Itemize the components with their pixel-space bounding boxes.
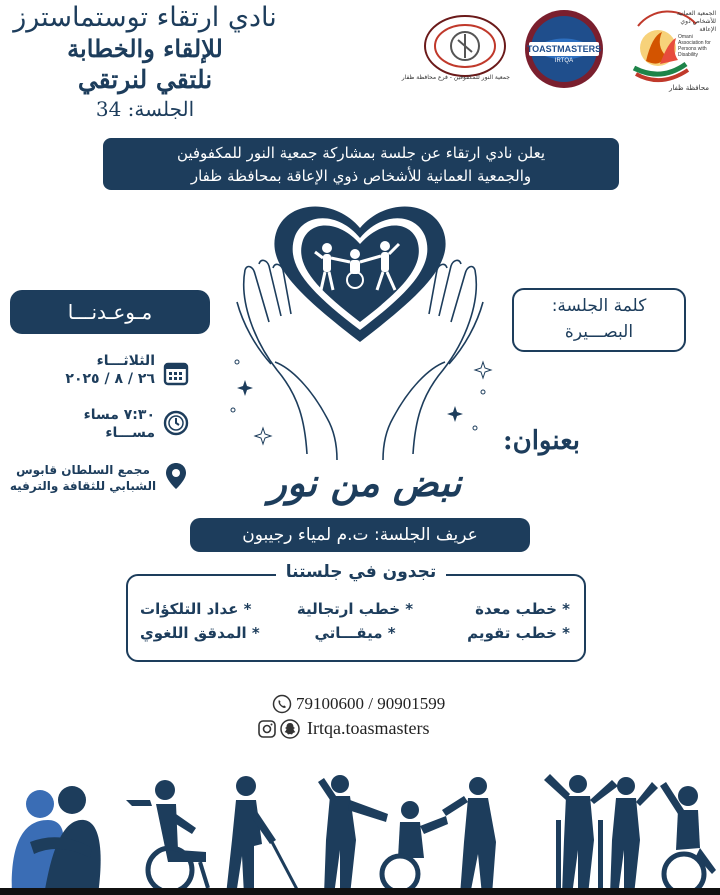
toastmasters-sub: IRTQA [554, 58, 574, 64]
appointment-date-block [40, 352, 155, 388]
appointment-venue-block [8, 462, 158, 494]
agenda-item: * خطب ارتجالية [296, 600, 414, 618]
omani-association-region: محافظة ظفار [668, 84, 710, 92]
announcement-line2: والجمعية العمانية للأشخاص ذوي الإعاقة بمحافظة ظفار [190, 167, 532, 185]
announcement-banner [103, 138, 619, 190]
clock-icon [163, 410, 189, 436]
keyword-label: كلمة الجلسة: [551, 296, 647, 316]
appointment-heading: مـوعـدنـــا [10, 290, 210, 334]
agenda-item: * خطب تقويم [467, 624, 570, 642]
appointment-time-block [60, 406, 155, 442]
omani-association-name: الجمعية العمانية للأشخاص ذوي الإعاقة [676, 10, 716, 33]
toastmasters-logo [523, 8, 605, 90]
agenda-item: * خطب معدة [475, 600, 570, 618]
phone-icon [272, 694, 292, 714]
contact-phones: 79100600 / 90901599 [296, 694, 446, 713]
club-title [10, 2, 280, 122]
club-title-line2: للإلقاء والخطابة [67, 34, 223, 63]
alnoor-logo-caption: جمعية النور للمكفوفين - فرع محافظة ظفار [401, 74, 510, 81]
appointment-venue-line1: مجمع السلطان قابوس [16, 463, 150, 477]
calendar-icon [163, 360, 189, 386]
toastmasters-brand: TOASTMASTERS [526, 44, 602, 54]
contact-phones-row [272, 694, 445, 714]
keyword-value: البصـــيرة [564, 322, 634, 342]
club-title-line1: نادي ارتقاء توستماسترز [13, 2, 277, 33]
announcement-line1: يعلن نادي ارتقاء عن جلسة بمشاركة جمعية النور للمكفوفين [176, 144, 546, 162]
agenda-item: * المدقق اللغوي [140, 624, 260, 642]
omani-association-english: Omani Association for Persons with Disability [678, 34, 711, 58]
host-text: عريف الجلسة: ت.م لمياء رجيبون [242, 525, 478, 545]
location-pin-icon [165, 462, 187, 490]
snapchat-icon [280, 719, 300, 739]
agenda-item: * عداد التلكؤات [140, 600, 252, 618]
agenda-items [140, 600, 570, 642]
alnoor-logo [401, 8, 510, 88]
session-number: الجلسة: 34 [95, 97, 195, 121]
instagram-icon [257, 719, 277, 739]
agenda-heading: تجدون في جلستنا [276, 562, 446, 582]
appointment-time: ٧:٣٠ مساء [83, 407, 155, 423]
contact-handle: Irtqa.toasmasters [307, 718, 430, 738]
appointment-day: الثلاثـــاء [96, 353, 155, 369]
session-title: نبض من نور [268, 460, 462, 505]
omani-association-logo [616, 6, 716, 96]
disability-silhouettes-strip [0, 770, 720, 895]
appointment-time-suffix: مســـاء [105, 425, 155, 441]
agenda-item: * ميقـــاتي [314, 624, 396, 642]
appointment-venue-line2: الشبابي للثقافة والترفيه [9, 479, 157, 493]
title-label: بعنوان: [503, 426, 580, 456]
appointment-date: ٢٦ / ٨ / ٢٠٢٥ [65, 371, 155, 387]
contact-social-row [257, 718, 429, 739]
slogan: نلتقي لنرتقي [77, 65, 213, 94]
keyword-box [512, 288, 686, 352]
host-banner [190, 518, 530, 552]
